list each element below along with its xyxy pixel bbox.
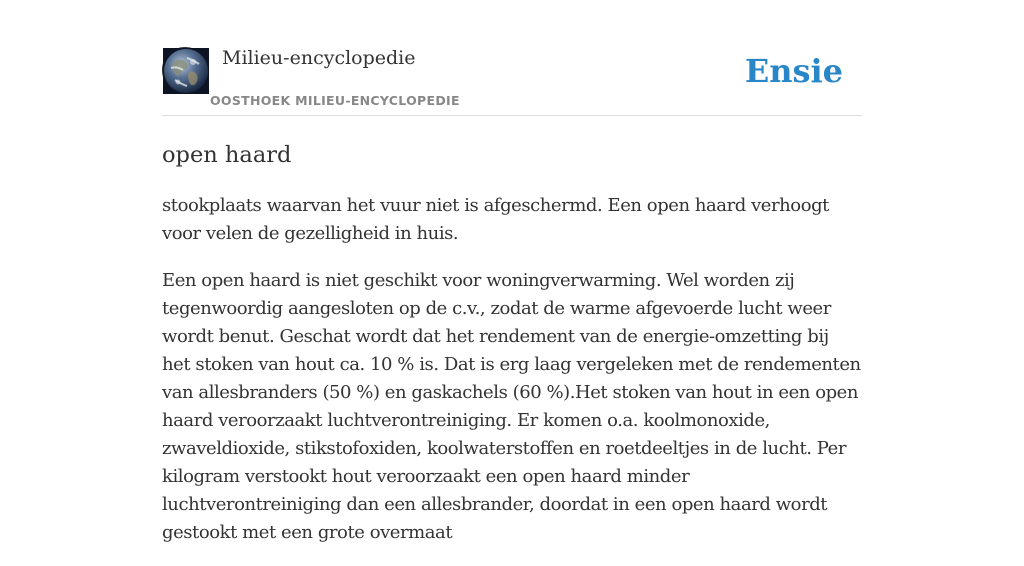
earth-globe-icon[interactable] bbox=[162, 47, 208, 93]
site-title[interactable]: Milieu-encyclopedie bbox=[222, 47, 416, 69]
site-subtitle[interactable]: OOSTHOEK MILIEU-ENCYCLOPEDIE bbox=[210, 93, 460, 108]
definition-paragraph: stookplaats waarvan het vuur niet is afgeschermd. Een open haard verhoogt voor velen de gezelligheid in huis. bbox=[162, 195, 829, 244]
brand-logo[interactable]: Ensie bbox=[744, 52, 843, 90]
explanation-paragraph: Een open haard is niet geschikt voor woningverwarming. Wel worden zij tegenwoordig aangesloten op de c.v., zodat de warme afgevoerde lucht weer wordt benut. Geschat wordt dat het rendement van de energie-omzetting bij het stoken van hout ca. 10 % is. Dat is erg laag vergeleken met de rendementen van allesbranders (50 %) en gaskachels (60 %).Het stoken van hout in een open haard veroorzaakt luchtverontreiniging. Er komen o.a. koolmonoxide, zwaveldioxide, stikstofoxiden, koolwaterstoffen en roetdeeltjes in de lucht. Per kilogram verstookt hout veroorzaakt een open haard minder luchtverontreiniging dan een allesbrander, doordat in een open haard wordt gestookt met een grote overmaat bbox=[162, 270, 861, 543]
entry-content bbox=[162, 192, 862, 566]
entry-term: open haard bbox=[162, 142, 292, 168]
site-header bbox=[162, 46, 862, 116]
